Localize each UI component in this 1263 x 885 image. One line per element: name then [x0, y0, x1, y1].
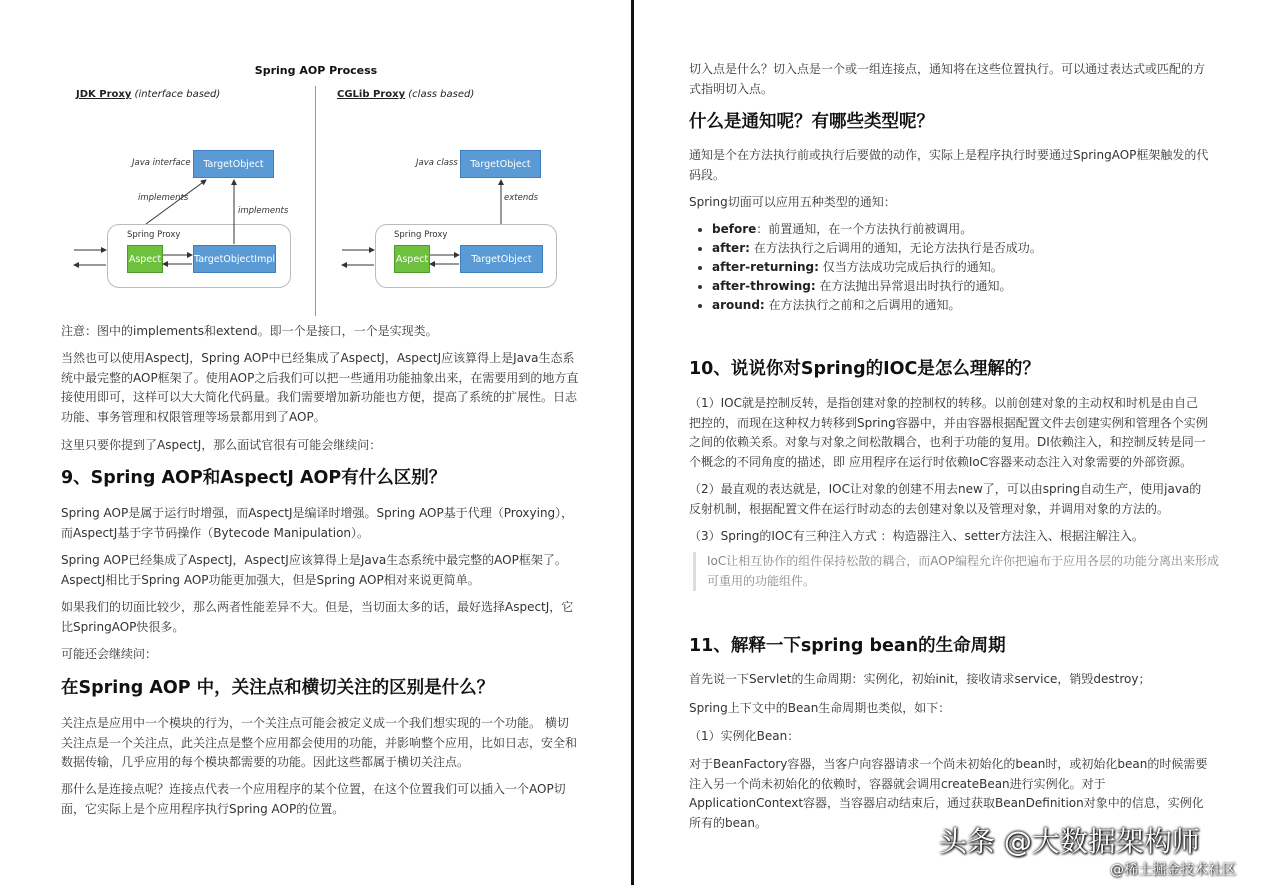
implements-label-1: implements: [138, 193, 189, 203]
advice-term: after-returning:: [712, 260, 819, 274]
right-page: [634, 0, 1263, 885]
heading-advice: 什么是通知呢？有哪些类型呢？: [689, 112, 934, 132]
jdk-proxy-note: (interface based): [131, 89, 221, 100]
advice-item-after-returning: [712, 258, 1042, 277]
advice-term: before: [712, 222, 757, 236]
instantiate-bean-step: （1）实例化Bean：: [689, 729, 800, 743]
target-object-impl-box: TargetObjectImpl: [193, 245, 276, 273]
heading-concerns: 在Spring AOP 中，关注点和横切关注的区别是什么？: [61, 678, 495, 698]
cglib-target-object-box: TargetObject: [460, 150, 541, 178]
jdk-aspect-box: Aspect: [127, 245, 163, 273]
advice-item-after-throwing: [712, 277, 1042, 296]
cglib-target-object-box-2: TargetObject: [460, 245, 543, 273]
advice-desc: 仅当方法成功完成后执行的通知。: [818, 260, 1003, 274]
advice-term: after-throwing:: [712, 279, 816, 293]
jdk-proxy-implements-arrow: [146, 180, 206, 224]
aop-vs-aspectj-paragraph-2: Spring AOP已经集成了AspectJ，AspectJ应该算得上是Java生态系统中最完整的AOP框架了。AspectJ相比于Spring AOP功能更加强大，但是Spring AOP相对来说更简单。: [61, 553, 567, 587]
extends-label: extends: [504, 193, 539, 203]
java-class-label: Java class: [416, 158, 458, 168]
advice-item-around: [712, 296, 1042, 315]
advice-term: after:: [712, 241, 750, 255]
instantiate-bean-paragraph: 对于BeanFactory容器，当客户向容器请求一个尚未初始化的bean时，或初始化bean的时候需要注入另一个尚未初始化的依赖时，容器就会调用createBean进行实例化。对于ApplicationContext容器，当容器启动结束后，通过获取BeanDefinition对象中的信息，实例化所有的bean。: [689, 757, 1208, 830]
heading-q11: 11、解释一下spring bean的生命周期: [689, 636, 1006, 656]
join-point-paragraph: 那什么是连接点呢？连接点代表一个应用程序的某个位置，在这个位置我们可以插入一个AOP切面，它实际上是个应用程序执行Spring AOP的位置。: [61, 782, 566, 816]
cglib-proxy-note: (class based): [405, 89, 475, 100]
ioc-paragraph-3: （3）Spring的IOC有三种注入方式 ：构造器注入、setter方法注入、根据注解注入。: [689, 529, 1144, 543]
cglib-aspect-box: Aspect: [394, 245, 430, 273]
advice-term: around:: [712, 298, 765, 312]
advice-types-intro: Spring切面可以应用五种类型的通知：: [689, 195, 896, 209]
follow-up-question-text: 可能还会继续问：: [61, 647, 158, 661]
aop-vs-aspectj-paragraph-1: Spring AOP是属于运行时增强，而AspectJ是编译时增强。Spring AOP基于代理（Proxying），而AspectJ基于字节码操作（Bytecode Manipulation）。: [61, 506, 574, 540]
aop-vs-aspectj-paragraph-3: 如果我们的切面比较少，那么两者性能差异不大。但是，当切面太多的话，最好选择AspectJ，它比SpringAOP快很多。: [61, 600, 574, 634]
jdk-proxy-label: JDK Proxy: [76, 89, 132, 100]
advice-desc: 在方法执行之后调用的通知，无论方法执行是否成功。: [749, 241, 1042, 255]
advice-definition-paragraph: 通知是个在方法执行前或执行后要做的动作，实际上是程序执行时要通过SpringAOP框架触发的代码段。: [689, 148, 1209, 182]
advice-type-list: [688, 220, 1042, 315]
advice-desc: 在方法执行之前和之后调用的通知。: [764, 298, 961, 312]
advice-desc: ：前置通知，在一个方法执行前被调用。: [756, 222, 973, 236]
interview-followup-text: 这里只要你提到了AspectJ，那么面试官很有可能会继续问：: [61, 438, 382, 452]
implements-label-2: implements: [238, 206, 289, 216]
heading-q9: 9、Spring AOP和AspectJ AOP有什么区别？: [61, 468, 447, 488]
aspectj-intro-paragraph: 当然也可以使用AspectJ，Spring AOP中已经集成了AspectJ，AspectJ应该算得上是Java生态系统中最完整的AOP框架了。使用AOP之后我们可以把一些通用功能抽象出来，在需要用到的地方直接使用即可，这样可以大大简化代码量。我们需要增加新功能也方便，提高了系统的扩展性。日志功能、事务管理和权限管理等场景都用到了AOP。: [61, 351, 579, 424]
advice-desc: 在方法抛出异常退出时执行的通知。: [815, 279, 1012, 293]
diagram-title: Spring AOP Process: [254, 64, 378, 77]
diagram-arrows: [56, 56, 576, 318]
pointcut-paragraph: 切入点是什么？切入点是一个或一组连接点，通知将在这些位置执行。可以通过表达式或匹配的方式指明切入点。: [689, 62, 1206, 96]
juejin-watermark: @稀土掘金技术社区: [1110, 862, 1236, 878]
note-text: 注意：图中的implements和extend。即一个是接口，一个是实现类。: [61, 324, 438, 338]
toutiao-watermark: 头条 @大数据架构师: [939, 825, 1200, 858]
cglib-proxy-label: CGLib Proxy: [337, 89, 406, 100]
servlet-lifecycle-text: 首先说一下Servlet的生命周期：实例化，初始init，接收请求service，销毁destroy；: [689, 672, 1151, 686]
ioc-quote: IoC让相互协作的组件保持松散的耦合，而AOP编程允许你把遍布于应用各层的功能分离出来形成可重用的功能组件。: [693, 552, 1227, 591]
concerns-paragraph: 关注点是应用中一个模块的行为，一个关注点可能会被定义成一个我们想实现的一个功能。 横切关注点是一个关注点，此关注点是整个应用都会使用的功能，并影响整个应用，比如日志，安全和数据传输，几乎应用的每个模块都需要的功能。因此这些都属于横切关注点。: [61, 716, 578, 769]
ioc-paragraph-1: （1）IOC就是控制反转，是指创建对象的控制权的转移。以前创建对象的主动权和时机是由自己把控的，而现在这种权力转移到Spring容器中，并由容器根据配置文件去创建实例和管理各个实例之间的依赖关系。对象与对象之间松散耦合，也利于功能的复用。DI依赖注入，和控制反转是同一个概念的不同角度的描述，即 应用程序在运行时依赖IoC容器来动态注入对象需要的外部资源。: [689, 396, 1208, 469]
advice-item-after: [712, 239, 1042, 258]
spring-aop-diagram: [56, 56, 576, 318]
jdk-target-object-box: TargetObject: [193, 150, 274, 178]
ioc-paragraph-2: （2）最直观的表达就是，IOC让对象的创建不用去new了，可以由spring自动生产，使用java的反射机制，根据配置文件在运行时动态的去创建对象以及管理对象，并调用对象的方法的。: [689, 482, 1202, 516]
bean-lifecycle-intro: Spring上下文中的Bean生命周期也类似，如下：: [689, 701, 951, 715]
java-interface-label: Java interface: [132, 158, 191, 168]
advice-item-before: [712, 220, 1042, 239]
cglib-spring-proxy-label: Spring Proxy: [394, 230, 448, 240]
jdk-spring-proxy-label: Spring Proxy: [127, 230, 181, 240]
heading-q10: 10、说说你对Spring的IOC是怎么理解的？: [689, 359, 1040, 379]
